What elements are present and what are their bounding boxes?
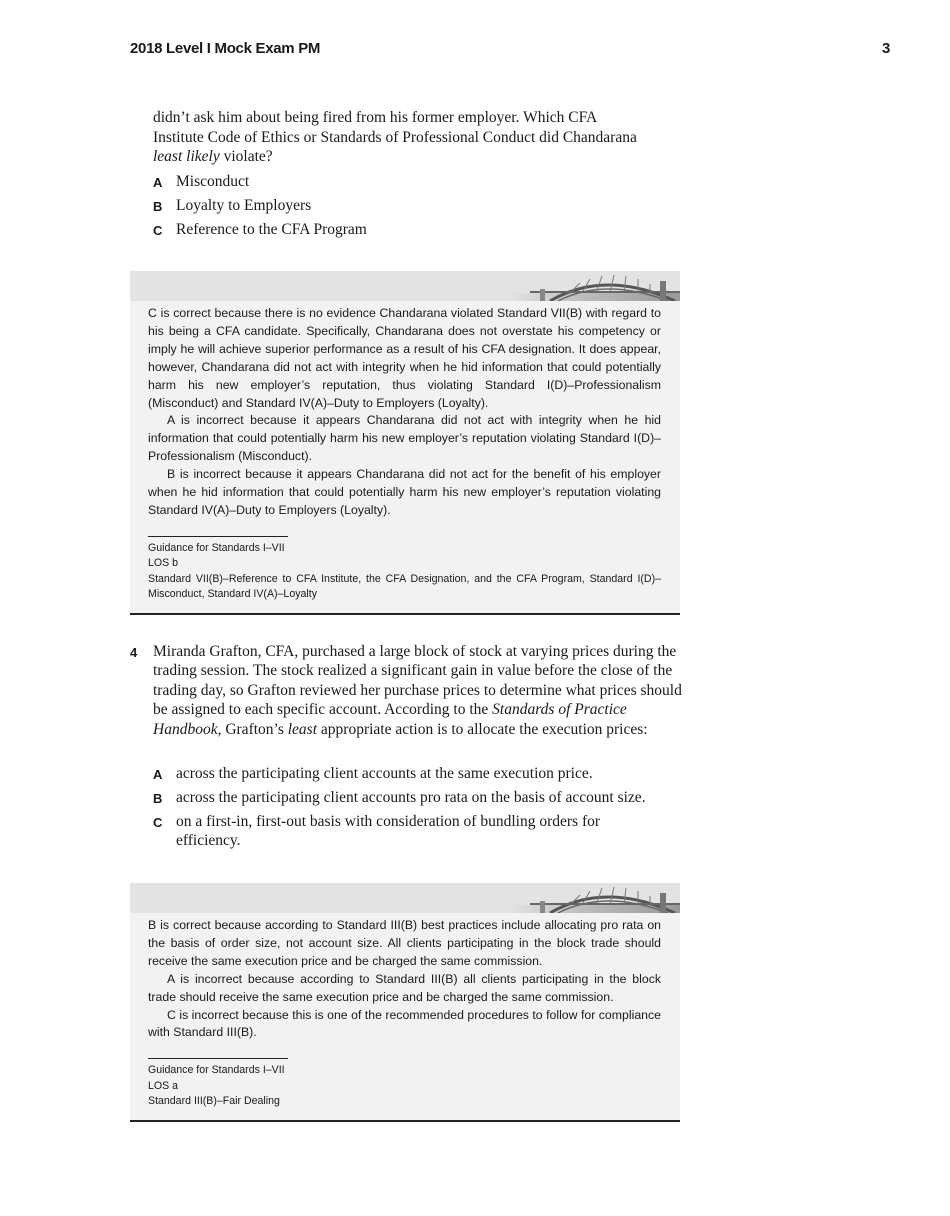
running-header-title: 2018 Level I Mock Exam PM — [130, 40, 321, 57]
q3-option-c-text: Reference to the CFA Program — [176, 221, 367, 238]
q3-option-b-text: Loyalty to Employers — [176, 197, 312, 214]
q4-ref-standards: Standard III(B)–Fair Dealing — [148, 1095, 280, 1108]
q3-stem-line-3 — [153, 147, 683, 167]
page-number: 3 — [881, 40, 890, 57]
q4-stem-part-3: appropriate action is to allocate the execution prices: — [317, 720, 648, 738]
q4-references — [148, 1063, 661, 1110]
q3-stem-end: violate? — [219, 148, 273, 165]
answer-banner — [130, 883, 680, 913]
q3-ref-standards: Standard VII(B)–Reference to CFA Institute, the CFA Designation, and the CFA Program, Standard I(D)–Misconduct, Standard IV(A)–Loyalty — [148, 572, 661, 601]
q3-option-a-letter: A — [153, 175, 163, 190]
q4-answer-para-3: C is incorrect because this is one of the recommended procedures to follow for compliance with Standard III(B). — [148, 1007, 661, 1040]
q4-answer-para-1: B is correct because according to Standard III(B) best practices include allocating pro rata on the basis of order size, not account size. All clients participating in the block trade should receive the same execution price and be charged the same commission. — [148, 918, 661, 968]
q4-stem-emphasis: least — [287, 720, 318, 738]
q3-ref-los: LOS b — [148, 557, 179, 570]
q4-stem — [153, 642, 683, 739]
q4-option-a — [153, 764, 693, 783]
q3-references — [148, 541, 661, 603]
q4-ref-los: LOS a — [148, 1079, 179, 1092]
q3-ref-guidance: Guidance for Standards I–VII — [148, 541, 285, 554]
q4-stem-book: Standards of Practice Handbook — [153, 701, 627, 738]
q3-option-c-letter: C — [153, 223, 163, 238]
bridge-banner-image — [510, 883, 680, 913]
q3-option-b — [153, 196, 693, 215]
q3-answer-box — [130, 271, 680, 615]
q3-option-b-letter: B — [153, 199, 163, 214]
q4-answer-box — [130, 883, 680, 1122]
q4-number: 4 — [130, 645, 138, 660]
q3-answer-para-1: C is correct because there is no evidence Chandarana violated Standard VII(B) with regard to his being a CFA candidate. Specifically, Chandarana does not overstate his competency or imply he will achieve superior performance as a result of his CFA designation. It does appear, however, Chandarana did not act with integrity when he hid information that could potentially harm his new employer’s reputation, thus violating Standard I(D)–Professionalism (Misconduct) and Standard IV(A)–Duty to Employers (Loyalty). — [148, 306, 661, 410]
q4-stem-part-2: , Grafton’s — [217, 720, 288, 738]
q4-option-b — [153, 788, 693, 807]
answer-banner — [130, 271, 680, 301]
q4-option-b-letter: B — [153, 791, 163, 806]
q3-stem-emphasis: least likely — [153, 148, 220, 165]
bridge-banner-image — [510, 271, 680, 301]
q4-option-c — [153, 812, 633, 850]
q3-option-a — [153, 172, 693, 191]
q3-stem-line-1: didn’t ask him about being fired from his former employer. Which CFA — [153, 109, 598, 126]
q4-answer-para-2: A is incorrect because according to Standard III(B) all clients participating in the block trade should receive the same execution price and be charged the same commission. — [148, 971, 661, 1004]
q3-option-a-text: Misconduct — [176, 173, 250, 190]
q4-stem-part-1: Miranda Grafton, CFA, purchased a large block of stock at varying prices during the trading session. The stock realized a significant gain in value before the close of the trading day, so Grafton reviewed her purchase prices to determine what prices should be assigned to each specific account. According to the — [153, 643, 682, 719]
q3-stem — [153, 108, 683, 167]
divider-rule — [148, 1058, 288, 1059]
divider-rule — [148, 536, 288, 537]
q3-stem-line-2: Institute Code of Ethics or Standards of Professional Conduct did Chandarana — [153, 128, 637, 146]
q4-option-b-text: across the participating client accounts pro rata on the basis of account size. — [176, 789, 646, 806]
q3-answer-explanation — [130, 301, 680, 613]
q4-option-a-letter: A — [153, 767, 163, 782]
q3-answer-para-3: B is incorrect because it appears Chandarana did not act for the benefit of his employer when he hid information that could potentially harm his new employer’s reputation violating Standard IV(A)–Duty to Employers (Loyalty). — [148, 467, 661, 517]
q3-answer-para-2: A is incorrect because it appears Chandarana did not act with integrity when he hid information that could potentially harm his new employer’s reputation violating Standard I(D)–Professionalism (Misconduct). — [148, 413, 661, 464]
q4-option-c-letter: C — [153, 815, 163, 830]
q3-option-c — [153, 220, 693, 239]
q4-option-a-text: across the participating client accounts at the same execution price. — [176, 765, 593, 782]
q4-ref-guidance: Guidance for Standards I–VII — [148, 1064, 285, 1077]
q4-answer-explanation — [130, 913, 680, 1120]
q4-option-c-text: on a first-in, first-out basis with consideration of bundling orders for efficiency. — [176, 813, 601, 849]
